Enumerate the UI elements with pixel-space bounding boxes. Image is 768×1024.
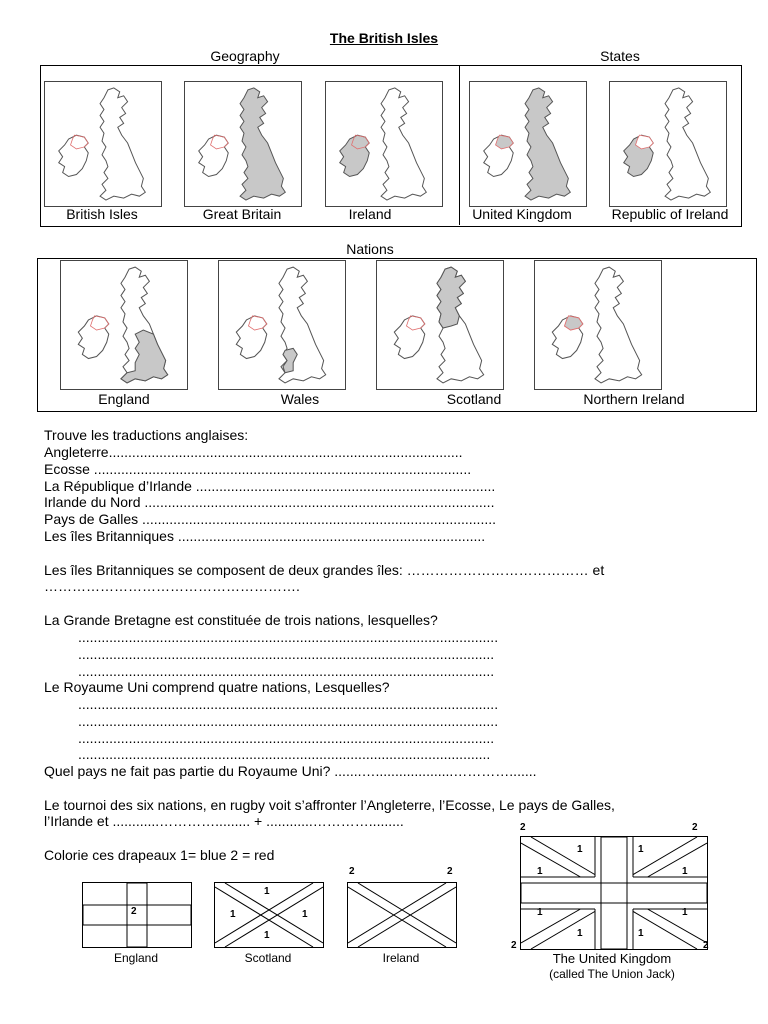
caption-wales: Wales bbox=[280, 391, 320, 407]
flag-number-label: 1 bbox=[577, 844, 583, 855]
caption-great-britain: Great Britain bbox=[202, 206, 282, 222]
answer-line[interactable]: ............................................................................................................ bbox=[78, 713, 499, 729]
map-great-britain bbox=[184, 81, 302, 207]
translation-line[interactable]: Irlande du Nord .......................................................................................... bbox=[44, 494, 495, 510]
question-six-nations-cont[interactable]: l’Irlande et ............…………......... + ............…………......... bbox=[44, 813, 404, 829]
answer-line[interactable]: ............................................................................................................ bbox=[78, 696, 499, 712]
england-flag[interactable] bbox=[82, 882, 192, 948]
caption-ireland: Ireland bbox=[348, 206, 392, 222]
question-two-islands[interactable]: Les îles Britanniques se composent de deux grandes îles: ………………………………… et bbox=[44, 562, 605, 578]
union-jack-subcaption: (called The Union Jack) bbox=[549, 967, 675, 981]
flag-number-label: 2 bbox=[511, 940, 517, 951]
flag-number-label: 2 bbox=[447, 866, 453, 877]
flag-number-label: 1 bbox=[577, 928, 583, 939]
question-four-nations: Le Royaume Uni comprend quatre nations, Lesquelles? bbox=[44, 679, 390, 695]
translation-line[interactable]: Pays de Galles ........................................................................................... bbox=[44, 511, 497, 527]
flag-number-label: 1 bbox=[230, 909, 236, 920]
answer-line[interactable]: ............................................................................................................ bbox=[78, 629, 499, 645]
geography-heading: Geography bbox=[210, 48, 280, 64]
flag-number-label: 2 bbox=[520, 822, 526, 833]
union-jack-flag[interactable] bbox=[520, 836, 708, 950]
flag-number-label: 1 bbox=[537, 907, 543, 918]
answer-line[interactable]: .......................................................................................................... bbox=[78, 746, 491, 762]
flag-number-label: 2 bbox=[692, 822, 698, 833]
states-heading: States bbox=[600, 48, 640, 64]
caption-united-kingdom: United Kingdom bbox=[472, 206, 572, 222]
exercise-intro: Trouve les traductions anglaises: bbox=[44, 427, 249, 443]
map-northern-ireland bbox=[534, 260, 662, 390]
scotland-flag-caption: Scotland bbox=[244, 951, 292, 965]
flag-number-label: 1 bbox=[537, 866, 543, 877]
answer-line[interactable]: ........................................................................................................... bbox=[78, 663, 495, 679]
flag-number-label: 1 bbox=[638, 844, 644, 855]
flag-number-label: 1 bbox=[302, 909, 308, 920]
ireland-flag[interactable] bbox=[347, 882, 457, 948]
question-not-uk[interactable]: Quel pays ne fait pas partie du Royaume Uni? .......…....................…………....... bbox=[44, 763, 537, 779]
caption-republic-of-ireland: Republic of Ireland bbox=[611, 206, 729, 222]
map-united-kingdom bbox=[469, 81, 587, 207]
flag-number-label: 1 bbox=[264, 886, 270, 897]
translation-line[interactable]: Angleterre........................................................................................... bbox=[44, 444, 463, 460]
caption-british-isles: British Isles bbox=[66, 206, 138, 222]
flag-number-label: 2 bbox=[349, 866, 355, 877]
question-six-nations: Le tournoi des six nations, en rugby voit s’affronter l’Angleterre, l’Ecosse, Le pays de Galles, bbox=[44, 797, 615, 813]
flag-number-label: 1 bbox=[682, 866, 688, 877]
translation-line[interactable]: Les îles Britanniques ............................................................................... bbox=[44, 528, 486, 544]
flag-number-label: 1 bbox=[638, 928, 644, 939]
map-england bbox=[60, 260, 188, 390]
map-republic-of-ireland bbox=[609, 81, 727, 207]
caption-england: England bbox=[98, 391, 150, 407]
flag-number-label: 1 bbox=[682, 907, 688, 918]
flag-number-label: 2 bbox=[703, 940, 709, 951]
map-british-isles bbox=[44, 81, 162, 207]
flag-number-label: 1 bbox=[264, 930, 270, 941]
nations-heading: Nations bbox=[346, 241, 394, 257]
question-three-nations: La Grande Bretagne est constituée de trois nations, lesquelles? bbox=[44, 612, 438, 628]
england-flag-caption: England bbox=[113, 951, 159, 965]
map-scotland bbox=[376, 260, 504, 390]
translation-line[interactable]: La République d’Irlande ............................................................................. bbox=[44, 478, 496, 494]
question-two-islands-cont[interactable]: ………………………………………………. bbox=[44, 578, 300, 594]
map-wales bbox=[218, 260, 346, 390]
box-divider bbox=[459, 65, 460, 225]
page-title: The British Isles bbox=[329, 30, 439, 46]
ireland-flag-caption: Ireland bbox=[382, 951, 420, 965]
caption-scotland: Scotland bbox=[446, 391, 502, 407]
answer-line[interactable]: ........................................................................................................... bbox=[78, 646, 495, 662]
answer-line[interactable]: ........................................................................................................... bbox=[78, 730, 495, 746]
color-flags-instruction: Colorie ces drapeaux 1= blue 2 = red bbox=[44, 847, 275, 863]
translation-line[interactable]: Ecosse ................................................................................................. bbox=[44, 461, 472, 477]
map-ireland bbox=[325, 81, 443, 207]
union-jack-caption: The United Kingdom bbox=[552, 951, 672, 966]
flag-number-label: 2 bbox=[131, 906, 137, 917]
caption-northern-ireland: Northern Ireland bbox=[583, 391, 685, 407]
